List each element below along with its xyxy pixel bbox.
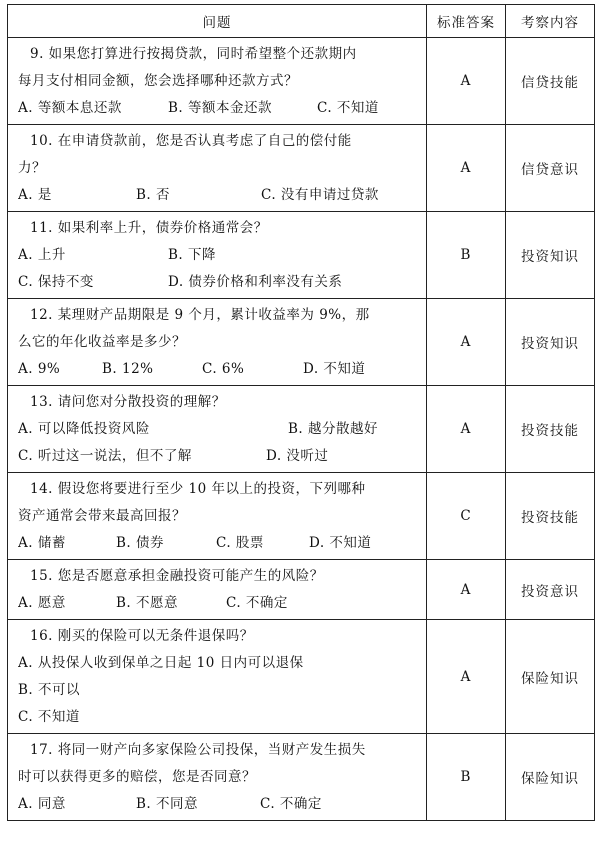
answer-cell: A	[427, 620, 506, 734]
answer-cell: A	[427, 125, 506, 212]
header-content: 考察内容	[506, 5, 595, 38]
option: D. 不知道	[303, 361, 366, 377]
option: B. 不同意	[136, 796, 199, 812]
option: B. 债券	[116, 535, 165, 551]
content-cell: 投资意识	[506, 560, 595, 620]
table-row	[8, 620, 595, 734]
option: B. 12%	[102, 361, 154, 377]
option: D. 不知道	[309, 535, 372, 551]
options-line	[18, 443, 418, 470]
option: B. 否	[136, 187, 171, 203]
content-cell: 信贷技能	[506, 38, 595, 125]
table-row	[8, 560, 595, 620]
option: C. 不知道	[317, 100, 379, 116]
question-stem-line: 12. 某理财产品期限是 9 个月，累计收益率为 9%，那	[30, 307, 370, 323]
options-line	[18, 269, 418, 296]
option: A. 愿意	[18, 595, 66, 611]
content-cell: 投资知识	[506, 212, 595, 299]
question-stem-line: 10. 在申请贷款前，您是否认真考虑了自己的偿付能	[30, 133, 352, 149]
option: A. 是	[18, 187, 52, 203]
option: C. 不知道	[18, 709, 80, 725]
question-stem-line: 11. 如果利率上升，债券价格通常会？	[30, 220, 268, 236]
answer-cell: B	[427, 734, 506, 821]
answer-cell: A	[427, 560, 506, 620]
answer-cell: A	[427, 386, 506, 473]
options-line	[18, 356, 418, 383]
option: A. 可以降低投资风险	[18, 421, 150, 437]
question-cell	[8, 125, 427, 212]
content-cell: 保险知识	[506, 734, 595, 821]
question-stem-line: 9. 如果您打算进行按揭贷款，同时希望整个还款期内	[30, 46, 357, 62]
content-cell: 投资技能	[506, 386, 595, 473]
answer-cell: A	[427, 299, 506, 386]
table-row	[8, 212, 595, 299]
option: C. 不确定	[260, 796, 322, 812]
question-cell	[8, 620, 427, 734]
options-line	[18, 416, 418, 443]
answer-cell: C	[427, 473, 506, 560]
options-line	[18, 590, 418, 617]
question-cell	[8, 38, 427, 125]
content-cell: 保险知识	[506, 620, 595, 734]
option: C. 听过这一说法，但不了解	[18, 448, 192, 464]
option: C. 不确定	[226, 595, 288, 611]
table-row	[8, 734, 595, 821]
table-row	[8, 38, 595, 125]
option: B. 下降	[168, 247, 217, 263]
option: D. 债券价格和利率没有关系	[168, 274, 343, 290]
content-cell: 投资知识	[506, 299, 595, 386]
option: A. 等额本息还款	[18, 100, 122, 116]
options-line	[18, 182, 418, 209]
option: B. 不可以	[18, 682, 81, 698]
options-line	[18, 530, 418, 557]
table-row	[8, 299, 595, 386]
question-stem-line: 15. 您是否愿意承担金融投资可能产生的风险？	[30, 568, 324, 584]
question-stem-line: 13. 请问您对分散投资的理解？	[30, 394, 226, 410]
content-cell: 信贷意识	[506, 125, 595, 212]
question-cell	[8, 299, 427, 386]
header-question: 问题	[8, 5, 427, 38]
question-stem-line: 16. 刚买的保险可以无条件退保吗？	[30, 628, 254, 644]
question-cell	[8, 212, 427, 299]
content-cell: 投资技能	[506, 473, 595, 560]
option: A. 上升	[18, 247, 66, 263]
option: C. 保持不变	[18, 274, 94, 290]
options-line	[18, 791, 418, 818]
option: C. 股票	[216, 535, 264, 551]
options-line	[18, 95, 418, 122]
answer-cell: B	[427, 212, 506, 299]
question-cell	[8, 734, 427, 821]
option: B. 越分散越好	[288, 421, 379, 437]
options-line	[18, 242, 418, 269]
option: B. 不愿意	[116, 595, 179, 611]
table-row	[8, 473, 595, 560]
question-stem-line: 14. 假设您将要进行至少 10 年以上的投资，下列哪种	[30, 481, 366, 497]
question-cell	[8, 386, 427, 473]
question-cell	[8, 473, 427, 560]
table-row	[8, 386, 595, 473]
question-stem-line: 17. 将同一财产向多家保险公司投保，当财产发生损失	[30, 742, 366, 758]
option: A. 9%	[18, 361, 61, 377]
option: A. 从投保人收到保单之日起 10 日内可以退保	[18, 655, 304, 671]
question-stem-line: 资产通常会带来最高回报？	[18, 508, 186, 524]
option: B. 等额本金还款	[168, 100, 273, 116]
option: D. 没听过	[266, 448, 329, 464]
question-stem-line: 么它的年化收益率是多少？	[18, 334, 186, 350]
question-stem-line: 每月支付相同金额，您会选择哪种还款方式？	[18, 73, 298, 89]
option: C. 6%	[202, 361, 245, 377]
question-cell	[8, 560, 427, 620]
question-stem-line: 时可以获得更多的赔偿，您是否同意？	[18, 769, 256, 785]
table-row	[8, 125, 595, 212]
survey-table	[7, 4, 595, 821]
option: C. 没有申请过贷款	[261, 187, 379, 203]
question-stem-line: 力？	[18, 160, 46, 176]
header-answer: 标准答案	[427, 5, 506, 38]
table-header-row	[8, 5, 595, 38]
option: A. 同意	[18, 796, 66, 812]
option: A. 储蓄	[18, 535, 66, 551]
answer-cell: A	[427, 38, 506, 125]
